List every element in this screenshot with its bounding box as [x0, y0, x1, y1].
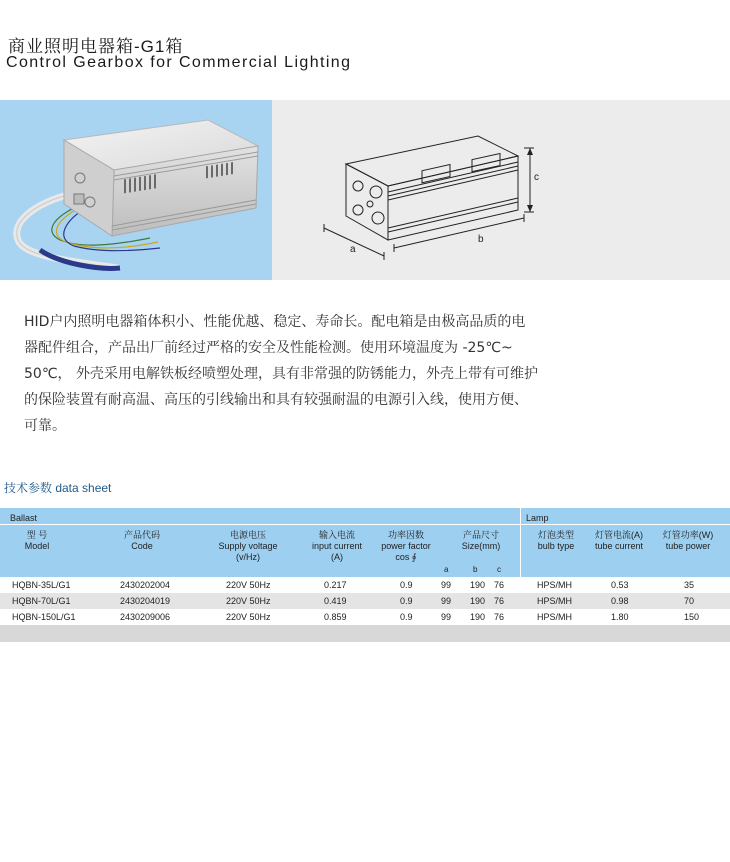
header-power-factor: 功率因数 power factor cos ∮ [381, 530, 431, 562]
table-header [0, 508, 730, 577]
header-tube-power: 灯管功率(W) tube power [662, 530, 714, 551]
table-row: HQBN-35L/G1 2430202004 220V 50Hz 0.217 0.9 99 190 76 HPS/MH 0.53 35 [12, 580, 695, 590]
page-title-en: Control Gearbox for Commercial Lighting [6, 54, 352, 71]
product-description [24, 309, 544, 439]
table-footer-bar [0, 625, 730, 642]
dimension-a-label: a [350, 244, 356, 255]
header-model: 型 号 Model [24, 530, 50, 551]
gearbox-line-drawing [272, 100, 730, 280]
dimension-drawing [272, 100, 730, 280]
description-line: HID户内照明电器箱体积小、性能优越、稳定、寿命长。配电箱是由极高品质的电 [24, 314, 526, 330]
header-bulb-type: 灯泡类型 bulb type [537, 530, 575, 551]
header-size-c: c [497, 565, 501, 574]
dimension-b-label: b [478, 234, 484, 245]
header-code: 产品代码 Code [123, 530, 160, 551]
description-line: 50℃， 外壳采用电解铁板经喷塑处理，具有非常强的防锈能力，外壳上带有可维护 [24, 366, 538, 382]
header-size-b: b [473, 565, 478, 574]
section-ballast: Ballast [10, 513, 38, 523]
header-voltage: 电源电压 Supply voltage (v/Hz) [218, 530, 278, 562]
section-lamp: Lamp [526, 513, 549, 523]
description-line: 可靠。 [24, 418, 66, 434]
header-size-a: a [444, 565, 449, 574]
gearbox-photo-illustration [0, 100, 272, 280]
dimension-c-label: c [534, 172, 539, 183]
description-line: 的保险装置有耐高温、高压的引线输出和具有较强耐温的电源引入线，使用方便、 [24, 392, 528, 408]
description-line: 器配件组合，产品出厂前经过严格的安全及性能检测。使用环境温度为 -25℃~ [24, 340, 513, 356]
header-size: 产品尺寸 Size(mm) [461, 530, 501, 551]
table-row: HQBN-70L/G1 2430204019 220V 50Hz 0.419 0.9 99 190 76 HPS/MH 0.98 70 [0, 593, 730, 609]
data-sheet-label: 技术参数 data sheet [4, 481, 112, 495]
table-row: HQBN-150L/G1 2430209006 220V 50Hz 0.859 0.9 99 190 76 HPS/MH 1.80 150 [12, 612, 700, 622]
header-tube-current: 灯管电流(A) tube current [594, 530, 644, 551]
header-current: 输入电流 input current (A) [311, 530, 363, 562]
data-sheet-table [0, 508, 730, 642]
page-title-cn: 商业照明电器箱-G1箱 [8, 37, 184, 56]
product-photo [0, 100, 272, 280]
